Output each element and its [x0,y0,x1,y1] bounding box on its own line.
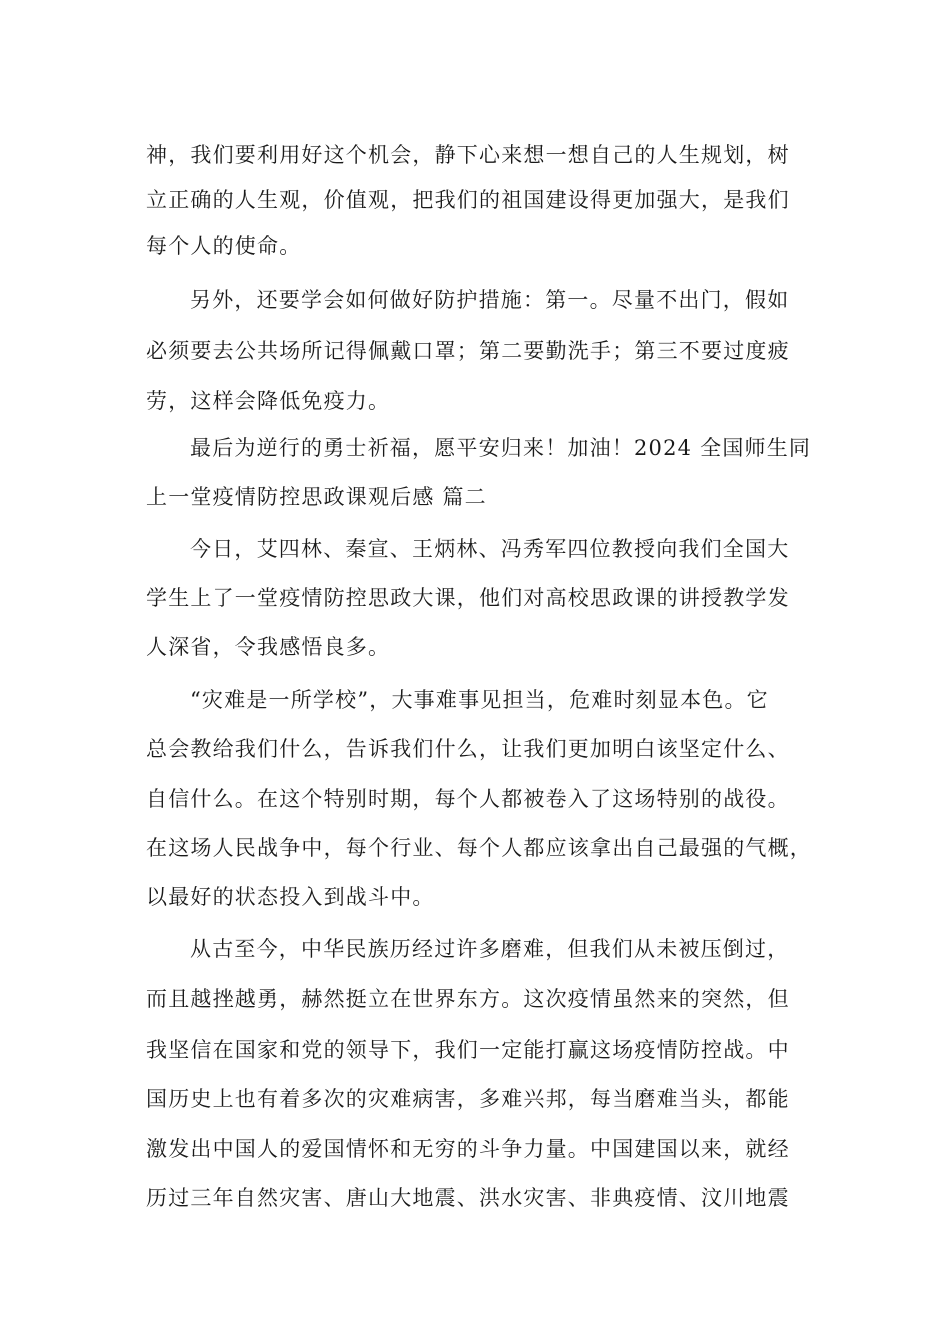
section-heading: 上一堂疫情防控思政课观后感 篇二 [146,485,487,509]
text-line: “灾难是一所学校”，大事难事见担当，危难时刻显本色。它 [190,688,769,712]
text-line: 今日，艾四林、秦宣、王炳林、冯秀军四位教授向我们全国大 [190,537,790,561]
text-line: 激发出中国人的爱国情怀和无穷的斗争力量。中国建国以来，就经 [146,1137,790,1161]
text-line: 立正确的人生观，价值观，把我们的祖国建设得更加强大，是我们 [146,188,790,212]
text-line: 神，我们要利用好这个机会，静下心来想一想自己的人生规划，树 [146,143,790,167]
text-line: 总会教给我们什么，告诉我们什么，让我们更加明白该坚定什么、 [146,737,790,761]
text-line: 而且越挫越勇，赫然挺立在世界东方。这次疫情虽然来的突然，但 [146,987,790,1011]
text-line: 我坚信在国家和党的领导下，我们一定能打赢这场疫情防控战。中 [146,1038,790,1062]
text-line: 人深省，令我感悟良多。 [146,635,391,659]
text-line: 另外，还要学会如何做好防护措施：第一。尽量不出门，假如 [190,288,790,312]
text-line: 自信什么。在这个特别时期，每个人都被卷入了这场特别的战役。 [146,787,790,811]
text-line: 国历史上也有着多次的灾难病害，多难兴邦，每当磨难当头，都能 [146,1087,790,1111]
text-line: 在这场人民战争中，每个行业、每个人都应该拿出自己最强的气概， [146,836,812,860]
text-line: 以最好的状态投入到战斗中。 [146,885,435,909]
text-line: 必须要去公共场所记得佩戴口罩；第二要勤洗手；第三不要过度疲 [146,339,790,363]
text-line: 每个人的使命。 [146,234,302,258]
text-line: 劳，这样会降低免疫力。 [146,389,391,413]
text-line: 学生上了一堂疫情防控思政大课，他们对高校思政课的讲授教学发 [146,586,790,610]
text-line: 最后为逆行的勇士祈福，愿平安归来！加油！2024 全国师生同 [190,436,812,460]
text-line: 从古至今，中华民族历经过许多磨难，但我们从未被压倒过， [190,937,790,961]
text-line: 历过三年自然灾害、唐山大地震、洪水灾害、非典疫情、汶川地震 [146,1186,790,1210]
